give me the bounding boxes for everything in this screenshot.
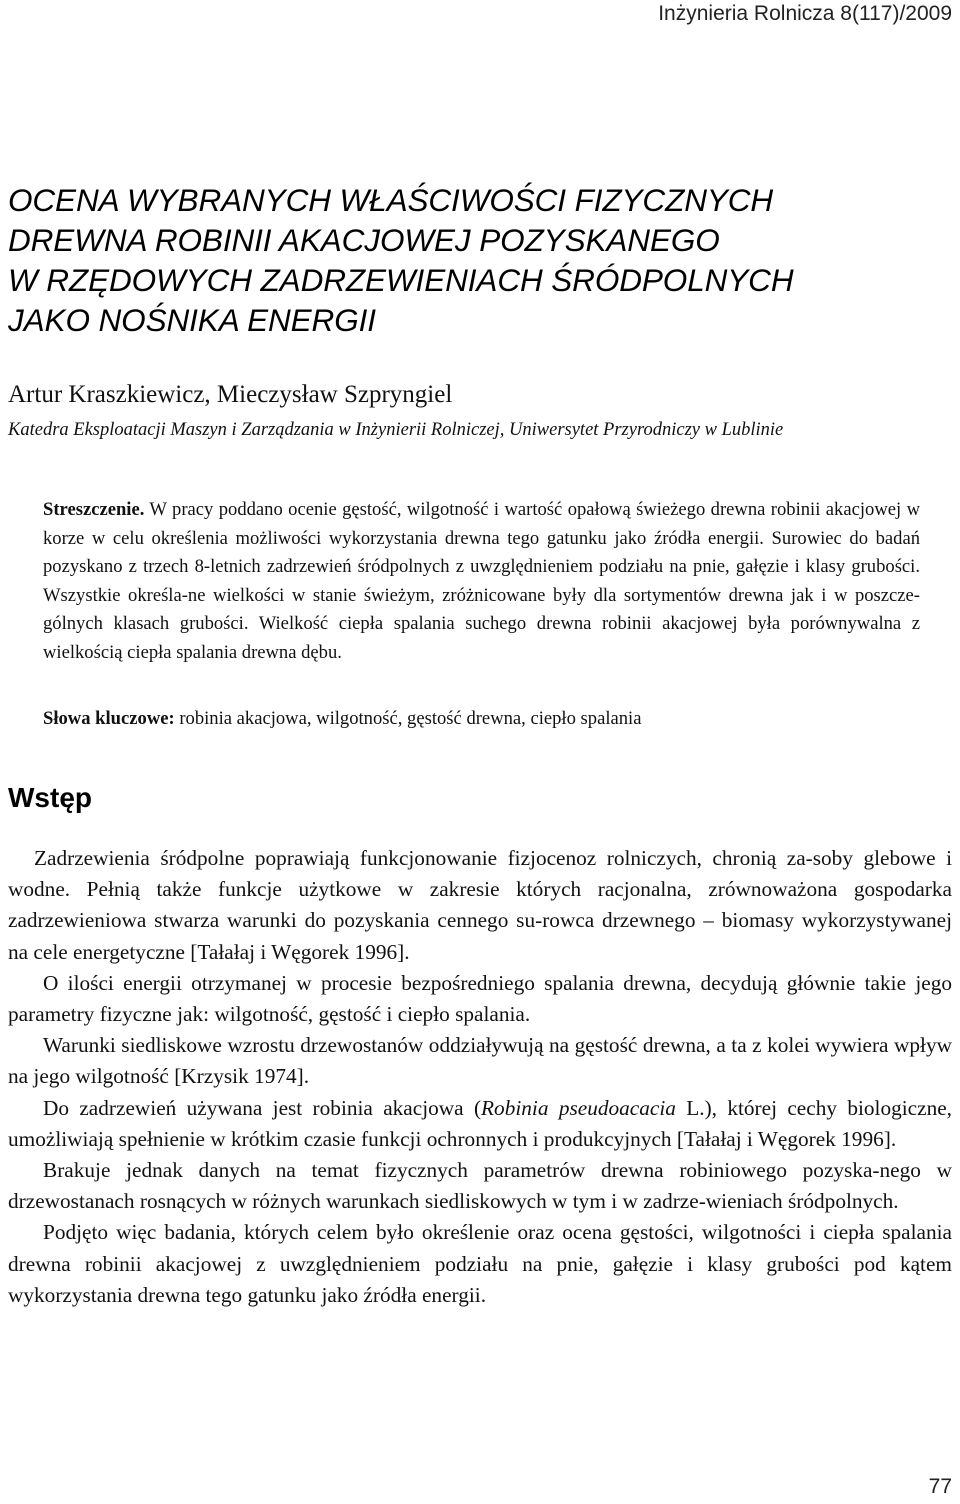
keywords [43, 705, 641, 733]
title-line: DREWNA ROBINII AKACJOWEJ POZYSKANEGO [8, 222, 720, 258]
authors: Artur Kraszkiewicz, Mieczysław Szpryngiel [8, 381, 453, 408]
paragraph: Podjęto więc badania, których celem było określenie oraz ocena gęstości, wilgotności i ciepła spalania drewna robinii akacjowej z uwzględnieniem podziału na pnie, gałęzie i klasy grubości pod kątem wykorzystania drewna tego gatunku jako źródła energii. [8, 1220, 952, 1307]
paragraph [8, 1093, 952, 1155]
species-name: Robinia pseudoacacia [481, 1095, 676, 1120]
section-heading: Wstęp [8, 782, 92, 813]
title-line: W RZĘDOWYCH ZADRZEWIENIACH ŚRÓDPOLNYCH [8, 262, 794, 298]
keywords-label: Słowa kluczowe: [43, 708, 175, 729]
journal-header: Inżynieria Rolnicza 8(117)/2009 [658, 2, 952, 25]
title-line: OCENA WYBRANYCH WŁAŚCIWOŚCI FIZYCZNYCH [8, 182, 774, 218]
paragraph: Zadrzewienia śródpolne poprawiają funkcjonowanie fizjocenoz rolniczych, chronią za-soby glebowe i wodne. Pełnią także funkcje użytkowe w zakresie których racjonalna, zrównoważona gospodarka zadrzewieniowa stwarza warunki do pozyskania cennego su-rowca drzewnego – biomasy wykorzystywanej na cele energetyczne [Tałałaj i Węgorek 1996]. [8, 846, 952, 964]
title-line: JAKO NOŚNIKA ENERGII [8, 302, 376, 338]
paragraph: Warunki siedliskowe wzrostu drzewostanów oddziaływują na gęstość drewna, a ta z kolei wywiera wpływ na jego wilgotność [Krzysik 1974]. [8, 1033, 952, 1089]
paragraph: Brakuje jednak danych na temat fizycznych parametrów drewna robiniowego pozyska-nego w drzewostanach rosnących w różnych warunkach siedliskowych w tym i w zadrze-wieniach śródpolnych. [8, 1158, 952, 1214]
abstract-text: W pracy poddano ocenie gęstość, wilgotność i wartość opałową świeżego drewna robinii akacjowej w korze w celu określenia możliwości wykorzystania drewna tego gatunku jako źródła energii. Surowiec do badań pozyskano z trzech 8-letnich zadrzewień śródpolnych z uwzględnieniem podziału na pnie, gałęzie i klasy grubości. Wszystkie określa-ne wielkości w stanie świeżym, zróżnicowane były dla sortymentów drewna jak i w poszcze-gólnych klasach grubości. Wielkość ciepła spalania suchego drewna robinii akacjowej była porównywalna z wielkością ciepła spalania drewna dębu. [43, 499, 920, 663]
paragraph-text: Do zadrzewień używana jest robinia akacjowa ( [43, 1095, 482, 1120]
body-text [8, 843, 952, 1311]
keywords-text: robinia akacjowa, wilgotność, gęstość drewna, ciepło spalania [174, 708, 642, 729]
abstract [43, 496, 920, 667]
abstract-label: Streszczenie. [43, 499, 145, 520]
paragraph-text: L.), której cechy biologiczne, umożliwiają spełnienie w krótkim czasie funkcji ochronnych i produkcyjnych [Tałałaj i Węgorek 1996]. [8, 1095, 952, 1151]
affiliation: Katedra Eksploatacji Maszyn i Zarządzania w Inżynierii Rolniczej, Uniwersytet Przyrodniczy w Lublinie [8, 420, 784, 440]
paper-title [8, 180, 948, 340]
paragraph: O ilości energii otrzymanej w procesie bezpośredniego spalania drewna, decydują głównie takie jego parametry fizyczne jak: wilgotność, gęstość i ciepło spalania. [8, 970, 952, 1027]
page-number: 77 [928, 1475, 952, 1498]
